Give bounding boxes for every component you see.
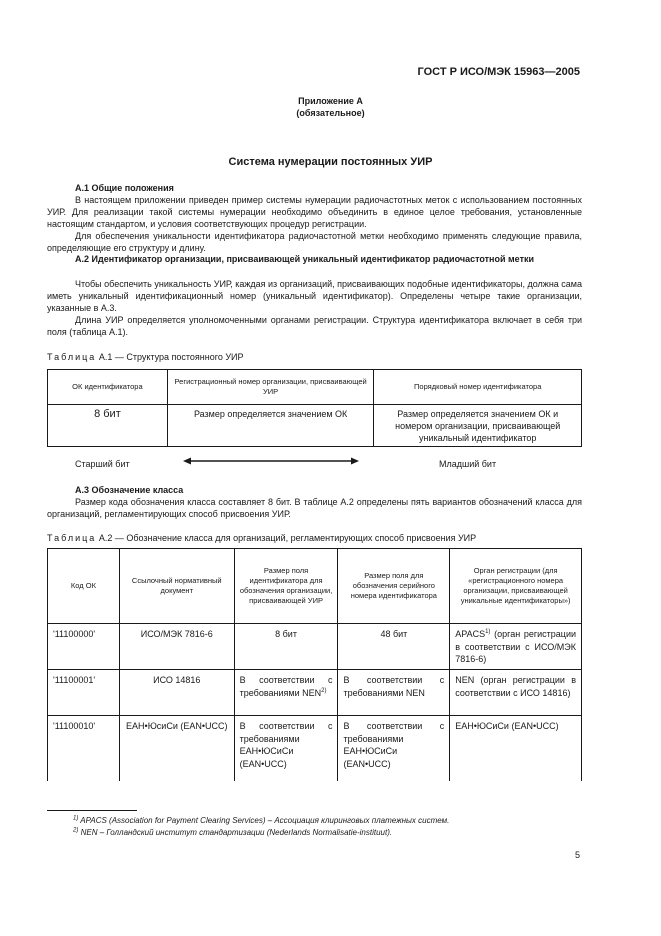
table-a2 [47,548,582,781]
footnote-mark: 1) [73,815,79,822]
table-cell: Размер определяется значением ОК [167,405,374,447]
table-cell: В соответствии с требованиями ЕАН•ЮСиСи (EAN•UCC) [234,716,338,782]
table-a2-caption [47,532,476,544]
table-cell: 8 бит [48,405,168,447]
document-code: ГОСТ Р ИСО/МЭК 15963—2005 [417,66,580,78]
table-header-cell: Размер поля для обозначения серийного номера идентификатора [338,549,450,624]
table-header-cell: Орган регистрации (для «регистрационного номера организации, присваивающей уникальные идентификаторы») [450,549,582,624]
table-header-cell: ОК идентификатора [48,370,168,405]
table-cell: '11100001' [48,670,120,716]
table-cell: NEN (орган регистрации в соответствии с ИСО 14816) [450,670,582,716]
table-cell: Размер определяется значением ОК и номером организации, присваивающей уникальный идентификатор [374,405,582,447]
table-row [48,716,582,782]
table-cell: '11100010' [48,716,120,782]
table-caption-text: А.1 — Структура постоянного УИР [98,352,244,362]
annex-heading [0,95,661,119]
org-field-text: В соответствии с требованиями NEN [239,675,333,698]
registry-name: APACS [455,629,486,639]
double-arrow-icon [183,456,359,466]
table-cell: ИСО/МЭК 7816-6 [119,624,234,670]
table-row [48,624,582,670]
paragraph: Размер кода обозначения класса составляет 8 бит. В таблице А.2 определены пять вариантов обозначений класса для организаций, регламентирующих способ присвоения УИР. [47,497,582,519]
section-a3-heading: А.3 Обозначение класса [75,485,184,495]
section-a2-heading [47,253,582,265]
table-cell: ИСО 14816 [119,670,234,716]
footnotes [47,815,582,839]
table-header-cell: Порядковый номер идентификатора [374,370,582,405]
table-cell: 48 бит [338,624,450,670]
table-header-cell: Код ОК [48,549,120,624]
annex-title: Приложение А [298,96,363,106]
section-a3-body [47,496,582,520]
footnote-divider [47,810,137,811]
annex-subtitle: (обязательное) [296,108,365,118]
section-a1-heading: А.1 Общие положения [75,183,174,193]
registry-desc: (орган регистрации в соответствии с ИСО/МЭК 7816-6) [455,629,576,664]
section-a2-body [47,278,582,338]
table-header-row [48,370,582,405]
footnote-ref: 2) [321,687,327,694]
footnote [47,815,582,827]
table-header-cell: Регистрационный номер организации, присваивающей УИР [167,370,374,405]
table-cell: В соответствии с требованиями ЕАН•ЮСиСи (EAN•UCC) [338,716,450,782]
table-cell [234,670,338,716]
table-label: Таблица [47,533,97,543]
table-a1 [47,369,582,447]
table-cell: '11100000' [48,624,120,670]
table-a1-caption [47,351,244,363]
section-a1-body [47,194,582,254]
paragraph: Для обеспечения уникальности идентификатора радиочастотной метки необходимо применять следующие правила, определяющие его структуру и длину. [47,231,582,253]
footnote-text: NEN – Голландский институт стандартизации (Nederlands Normalisatie-instituut). [80,828,393,837]
footnote-text: APACS (Association for Payment Clearing Services) – Ассоциация клиринговых платежных систем. [80,816,450,825]
footnote-ref: 1) [485,629,491,635]
table-cell: ЕАН•ЮСиСи (EAN•UCC) [450,716,582,782]
table-row [48,670,582,716]
footnote-mark: 2) [73,827,79,834]
table-header-row [48,549,582,624]
page-number: 5 [574,850,580,860]
page-title: Система нумерации постоянных УИР [228,156,433,168]
table-cell: 8 бит [234,624,338,670]
lsb-label: Младший бит [439,459,497,469]
msb-label: Старший бит [75,459,130,469]
section-a2-heading-text: А.2 Идентификатор организации, присваивающей уникальный идентификатор радиочастотной метки [75,254,535,264]
paragraph: Чтобы обеспечить уникальность УИР, каждая из организаций, присваивающих подобные идентификаторы, должна сама иметь уникальный идентификационный номер (уникальный идентификатор). Определены четыре такие организации, указанные в А.3. [47,279,582,313]
table-row [48,405,582,447]
table-label: Таблица [47,352,97,362]
table-header-cell: Размер поля идентификатора для обозначения организации, присваивающей УИР [234,549,338,624]
footnote [47,827,582,839]
table-cell: В соответствии с требованиями NEN [338,670,450,716]
table-cell: ЕАН•ЮсиСи (EAN•UCC) [119,716,234,782]
paragraph: В настоящем приложении приведен пример системы нумерации радиочастотных меток с использованием постоянных УИР. Для реализации такой системы нумерации необходимо объединить в единое целое требования, установленные настоящим стандартом, и условия соответствующих процедур регистрации. [47,195,582,229]
paragraph: Длина УИР определяется уполномоченными органами регистрации. Структура идентификатора включает в себя три поля (таблица А.1). [47,315,582,337]
table-cell [450,624,582,670]
table-caption-text: А.2 — Обозначение класса для организаций, регламентирующих способ присвоения УИР [98,533,477,543]
table-header-cell: Ссылочный нормативный документ [119,549,234,624]
